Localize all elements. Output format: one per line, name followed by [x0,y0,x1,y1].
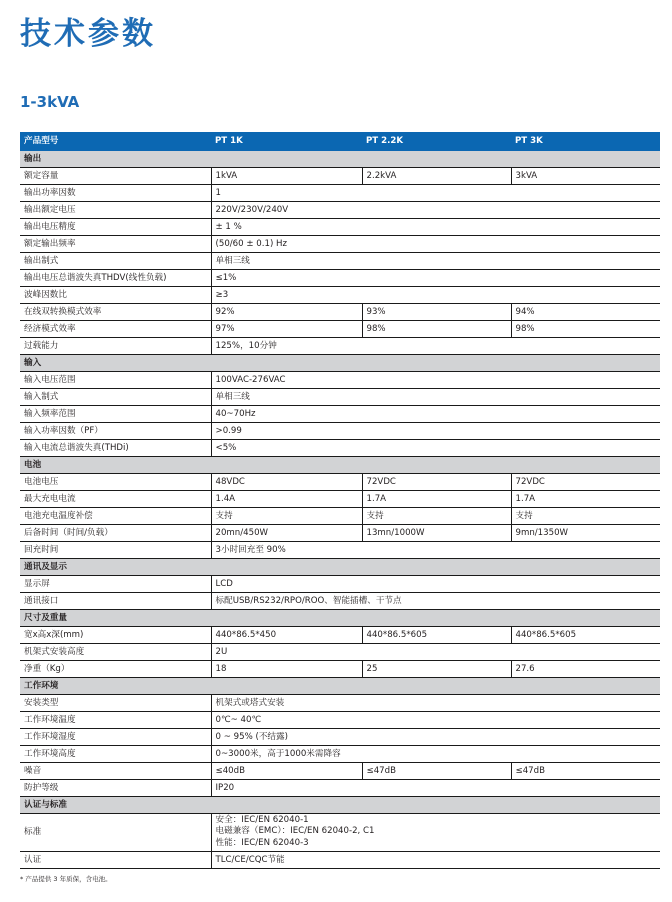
table-row [20,184,660,201]
row-value: TLC/CE/CQC节能 [211,851,660,868]
row-label: 电池充电温度补偿 [20,507,211,524]
table-row [20,388,660,405]
table-row [20,575,660,592]
table-row [20,201,660,218]
row-label: 输入功率因数（PF） [20,422,211,439]
section-title: 工作环境 [20,677,660,694]
row-label: 输出电压精度 [20,218,211,235]
row-value: 25 [362,660,511,677]
row-value: 40~70Hz [211,405,660,422]
table-row [20,218,660,235]
section-title: 输出 [20,150,660,167]
row-label: 输出电压总谐波失真THDV(线性负载) [20,269,211,286]
row-value-line: 安全：IEC/EN 62040-1 [215,814,309,825]
row-value: ± 1 % [211,218,660,235]
table-row [20,762,660,779]
row-label: 经济模式效率 [20,320,211,337]
table-row [20,728,660,745]
row-value: ≤47dB [511,762,660,779]
row-value: 2U [211,643,660,660]
row-value: 支持 [511,507,660,524]
row-label: 安装类型 [20,694,211,711]
header-model-1: PT 1K [211,132,362,150]
row-value: 20mn/450W [211,524,362,541]
row-label: 最大充电电流 [20,490,211,507]
row-label: 噪音 [20,762,211,779]
row-value: 支持 [211,507,362,524]
row-value: 48VDC [211,473,362,490]
row-label: 输出额定电压 [20,201,211,218]
row-value: 92% [211,303,362,320]
section-header-row [20,796,660,813]
row-label: 回充时间 [20,541,211,558]
row-value: 标配USB/RS232/RPO/ROO、智能插槽、干节点 [211,592,660,609]
table-row [20,269,660,286]
row-value: ≤47dB [362,762,511,779]
row-label: 通讯接口 [20,592,211,609]
row-value: 0℃~ 40℃ [211,711,660,728]
table-row [20,643,660,660]
row-label: 过载能力 [20,337,211,354]
row-value: 0~3000米，高于1000米需降容 [211,745,660,762]
row-label: 净重（Kg） [20,660,211,677]
table-row [20,286,660,303]
section-header-row [20,354,660,371]
header-model-label: 产品型号 [20,132,211,150]
row-value: 220V/230V/240V [211,201,660,218]
row-label: 输入电压范围 [20,371,211,388]
row-value: 125%，10分钟 [211,337,660,354]
row-value: ≤1% [211,269,660,286]
table-row [20,541,660,558]
row-value: 0 ~ 95% (不结露) [211,728,660,745]
row-label: 额定容量 [20,167,211,184]
row-label: 认证 [20,851,211,868]
table-row [20,371,660,388]
row-label: 额定输出频率 [20,235,211,252]
table-row [20,745,660,762]
row-value: 单相三线 [211,388,660,405]
row-label: 输入制式 [20,388,211,405]
row-value: 3小时回充至 90% [211,541,660,558]
table-row [20,507,660,524]
row-value-multiline [211,813,660,851]
row-label: 工作环境温度 [20,711,211,728]
footnote: * 产品提供 3 年质保，含电池。 [20,875,112,883]
row-value-line: 性能：IEC/EN 62040-3 [215,837,309,848]
table-row [20,694,660,711]
row-label: 输出制式 [20,252,211,269]
table-row [20,490,660,507]
row-value: ≤40dB [211,762,362,779]
row-value: 72VDC [362,473,511,490]
table-row [20,779,660,796]
spec-table [20,132,660,869]
row-label: 后备时间（时间/负载） [20,524,211,541]
table-row [20,660,660,677]
row-label: 电池电压 [20,473,211,490]
table-row [20,813,660,851]
section-title: 通讯及显示 [20,558,660,575]
row-value-line: 电磁兼容（EMC）：IEC/EN 62040-2, C1 [215,826,375,837]
section-header-row [20,150,660,167]
table-row [20,303,660,320]
row-value: 3kVA [511,167,660,184]
row-value: 1.7A [362,490,511,507]
row-value: 440*86.5*605 [511,626,660,643]
row-label: 工作环境高度 [20,745,211,762]
section-header-row [20,558,660,575]
table-row [20,592,660,609]
table-row [20,337,660,354]
row-value: 100VAC-276VAC [211,371,660,388]
table-row [20,320,660,337]
page-title: 技术参数 [20,16,156,52]
section-title: 输入 [20,354,660,371]
row-value: 18 [211,660,362,677]
row-value: 72VDC [511,473,660,490]
row-value: 98% [511,320,660,337]
row-label: 输出功率因数 [20,184,211,201]
row-label: 在线双转换模式效率 [20,303,211,320]
row-value: 9mn/1350W [511,524,660,541]
row-value: ≥3 [211,286,660,303]
row-label: 标准 [20,813,211,851]
table-row [20,524,660,541]
table-row [20,235,660,252]
row-value: LCD [211,575,660,592]
row-value: 98% [362,320,511,337]
row-label: 显示屏 [20,575,211,592]
table-row [20,626,660,643]
section-title: 尺寸及重量 [20,609,660,626]
table-header-row [20,132,660,150]
table-row [20,851,660,868]
row-label: 防护等级 [20,779,211,796]
row-value: 440*86.5*605 [362,626,511,643]
row-value: 440*86.5*450 [211,626,362,643]
row-value: (50/60 ± 0.1) Hz [211,235,660,252]
table-row [20,252,660,269]
table-row [20,167,660,184]
section-header-row [20,609,660,626]
row-value: IP20 [211,779,660,796]
section-title: 电池 [20,456,660,473]
section-subtitle: 1-3kVA [20,93,80,111]
row-label: 波峰因数比 [20,286,211,303]
row-value: 13mn/1000W [362,524,511,541]
row-label: 宽x高x深(mm) [20,626,211,643]
table-row [20,711,660,728]
row-value: 94% [511,303,660,320]
row-value: 支持 [362,507,511,524]
table-row [20,473,660,490]
row-value: >0.99 [211,422,660,439]
row-value: 单相三线 [211,252,660,269]
section-header-row [20,677,660,694]
row-value: 1kVA [211,167,362,184]
row-label: 工作环境湿度 [20,728,211,745]
section-title: 认证与标准 [20,796,660,813]
row-label: 输入电流总谐波失真(THDi) [20,439,211,456]
table-row [20,439,660,456]
spec-table-body [20,132,660,868]
row-value: 2.2kVA [362,167,511,184]
row-value: 1.4A [211,490,362,507]
header-model-3: PT 3K [511,132,660,150]
table-row [20,405,660,422]
table-row [20,422,660,439]
row-value: 93% [362,303,511,320]
row-value: 1 [211,184,660,201]
row-value: 机架式或塔式安装 [211,694,660,711]
row-value: <5% [211,439,660,456]
row-value: 1.7A [511,490,660,507]
header-model-2: PT 2.2K [362,132,511,150]
row-label: 机架式安装高度 [20,643,211,660]
row-label: 输入频率范围 [20,405,211,422]
row-value: 27.6 [511,660,660,677]
row-value: 97% [211,320,362,337]
section-header-row [20,456,660,473]
